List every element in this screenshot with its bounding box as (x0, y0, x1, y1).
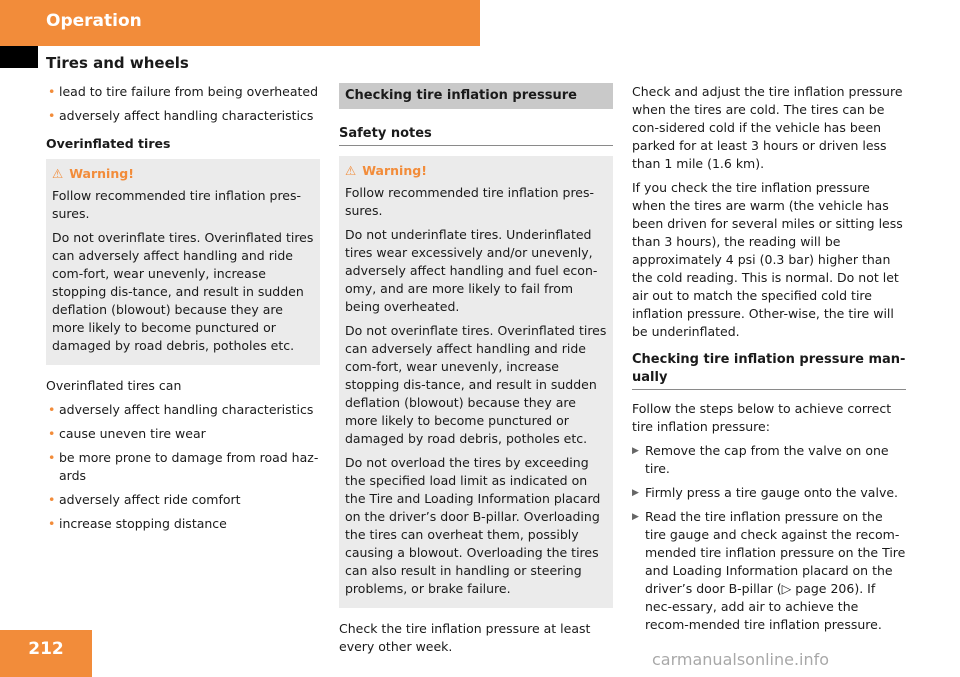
page-reference-link[interactable]: page 206 (795, 581, 855, 596)
section-title: Tires and wheels (46, 54, 189, 72)
safety-notes-heading: Safety notes (339, 125, 613, 146)
step-item: ▶ Read the tire inflation pressure on the tire gauge and check against the recom-mended tire inflation pressure on the Tire and Loading Information placard on the driver’s door B-pillar (▷ page 206). If nec-essary, add air to achieve the recom-mended tire inflation pressure. (632, 508, 906, 634)
watermark: carmanualsonline.info (652, 650, 830, 669)
manual-check-heading: Checking tire inflation pressure man-ually (632, 351, 906, 390)
list-item: • adversely affect handling characteristics (46, 107, 320, 125)
list-intro: Overinflated tires can (46, 378, 182, 393)
list-item: • adversely affect handling characteristics (46, 401, 320, 419)
page-number: 212 (0, 630, 92, 677)
section-marker (0, 46, 38, 68)
chapter-title: Operation (46, 11, 142, 31)
column-right (632, 83, 906, 640)
warning-text: Do not overinflate tires. Overinflated tires can adversely affect handling and ride com-fort, wear unevenly, increase stopping dis-tance, and result in sudden deflation (blowout) because they are more likely to become punctured or damaged by road debris, potholes etc. (345, 323, 607, 446)
column-middle (339, 83, 613, 662)
list-item: • adversely affect ride comfort (46, 491, 320, 509)
body-text: Check and adjust the tire inflation pressure when the tires are cold. The tires can be con-sidered cold if the vehicle has been parked for at least 3 hours or driven less than 1 mile (1.6 km). (632, 84, 903, 171)
warning-text: Follow recommended tire inflation pres-sures. (52, 188, 302, 221)
warning-box (46, 159, 320, 365)
list-item: • lead to tire failure from being overheated (46, 83, 320, 101)
overinflated-heading: Overinflated tires (46, 136, 171, 151)
warning-text: Do not overload the tires by exceeding the specified load limit as indicated on the Tire and Loading Information placard on the driver’s door B-pillar. Overloading the tires can overheat them, possibly causing a blowout. Overloading the tires can also result in handling or steering problems, or brake failure. (345, 455, 601, 596)
warning-text: Follow recommended tire inflation pres-sures. (345, 185, 595, 218)
warning-text: Do not overinflate tires. Overinflated tires can adversely affect handling and ride com-fort, wear unevenly, increase stopping dis-tance, and result in sudden deflation (blowout) because they are more likely to become punctured or damaged by road debris, potholes etc. (52, 230, 314, 353)
body-text: Follow the steps below to achieve correct tire inflation pressure: (632, 401, 892, 434)
warning-icon: ⚠ (52, 166, 64, 181)
warning-text: Do not underinflate tires. Underinflated tires wear excessively and/or unevenly, adversely affect handling and fuel econ-omy, and are more likely to fail from being overheated. (345, 227, 598, 314)
warning-icon: ⚠ (345, 163, 357, 178)
warning-title: ⚠ Warning! (345, 163, 427, 178)
warning-title: ⚠ Warning! (52, 166, 134, 181)
body-text: If you check the tire inflation pressure when the tires are warm (the vehicle has been driven for several miles or sitting less than 3 hours), the reading will be approximately 4 psi (0.3 bar) higher than the cold reading. This is normal. Do not let air out to match the specified cold tire inflation pressure. Other-wise, the tire will be underinflated. (632, 180, 903, 339)
section-heading: Checking tire inflation pressure (339, 83, 613, 109)
step-item: ▶ Firmly press a tire gauge onto the valve. (632, 484, 906, 502)
list-item: • cause uneven tire wear (46, 425, 320, 443)
list-item: • be more prone to damage from road haz-ards (46, 449, 320, 485)
page-arrow-icon: ▷ (781, 581, 796, 596)
warning-box (339, 156, 613, 608)
column-left (46, 83, 320, 539)
body-text: Check the tire inflation pressure at least every other week. (339, 621, 591, 654)
list-item: • increase stopping distance (46, 515, 320, 533)
step-item: ▶ Remove the cap from the valve on one tire. (632, 442, 906, 478)
